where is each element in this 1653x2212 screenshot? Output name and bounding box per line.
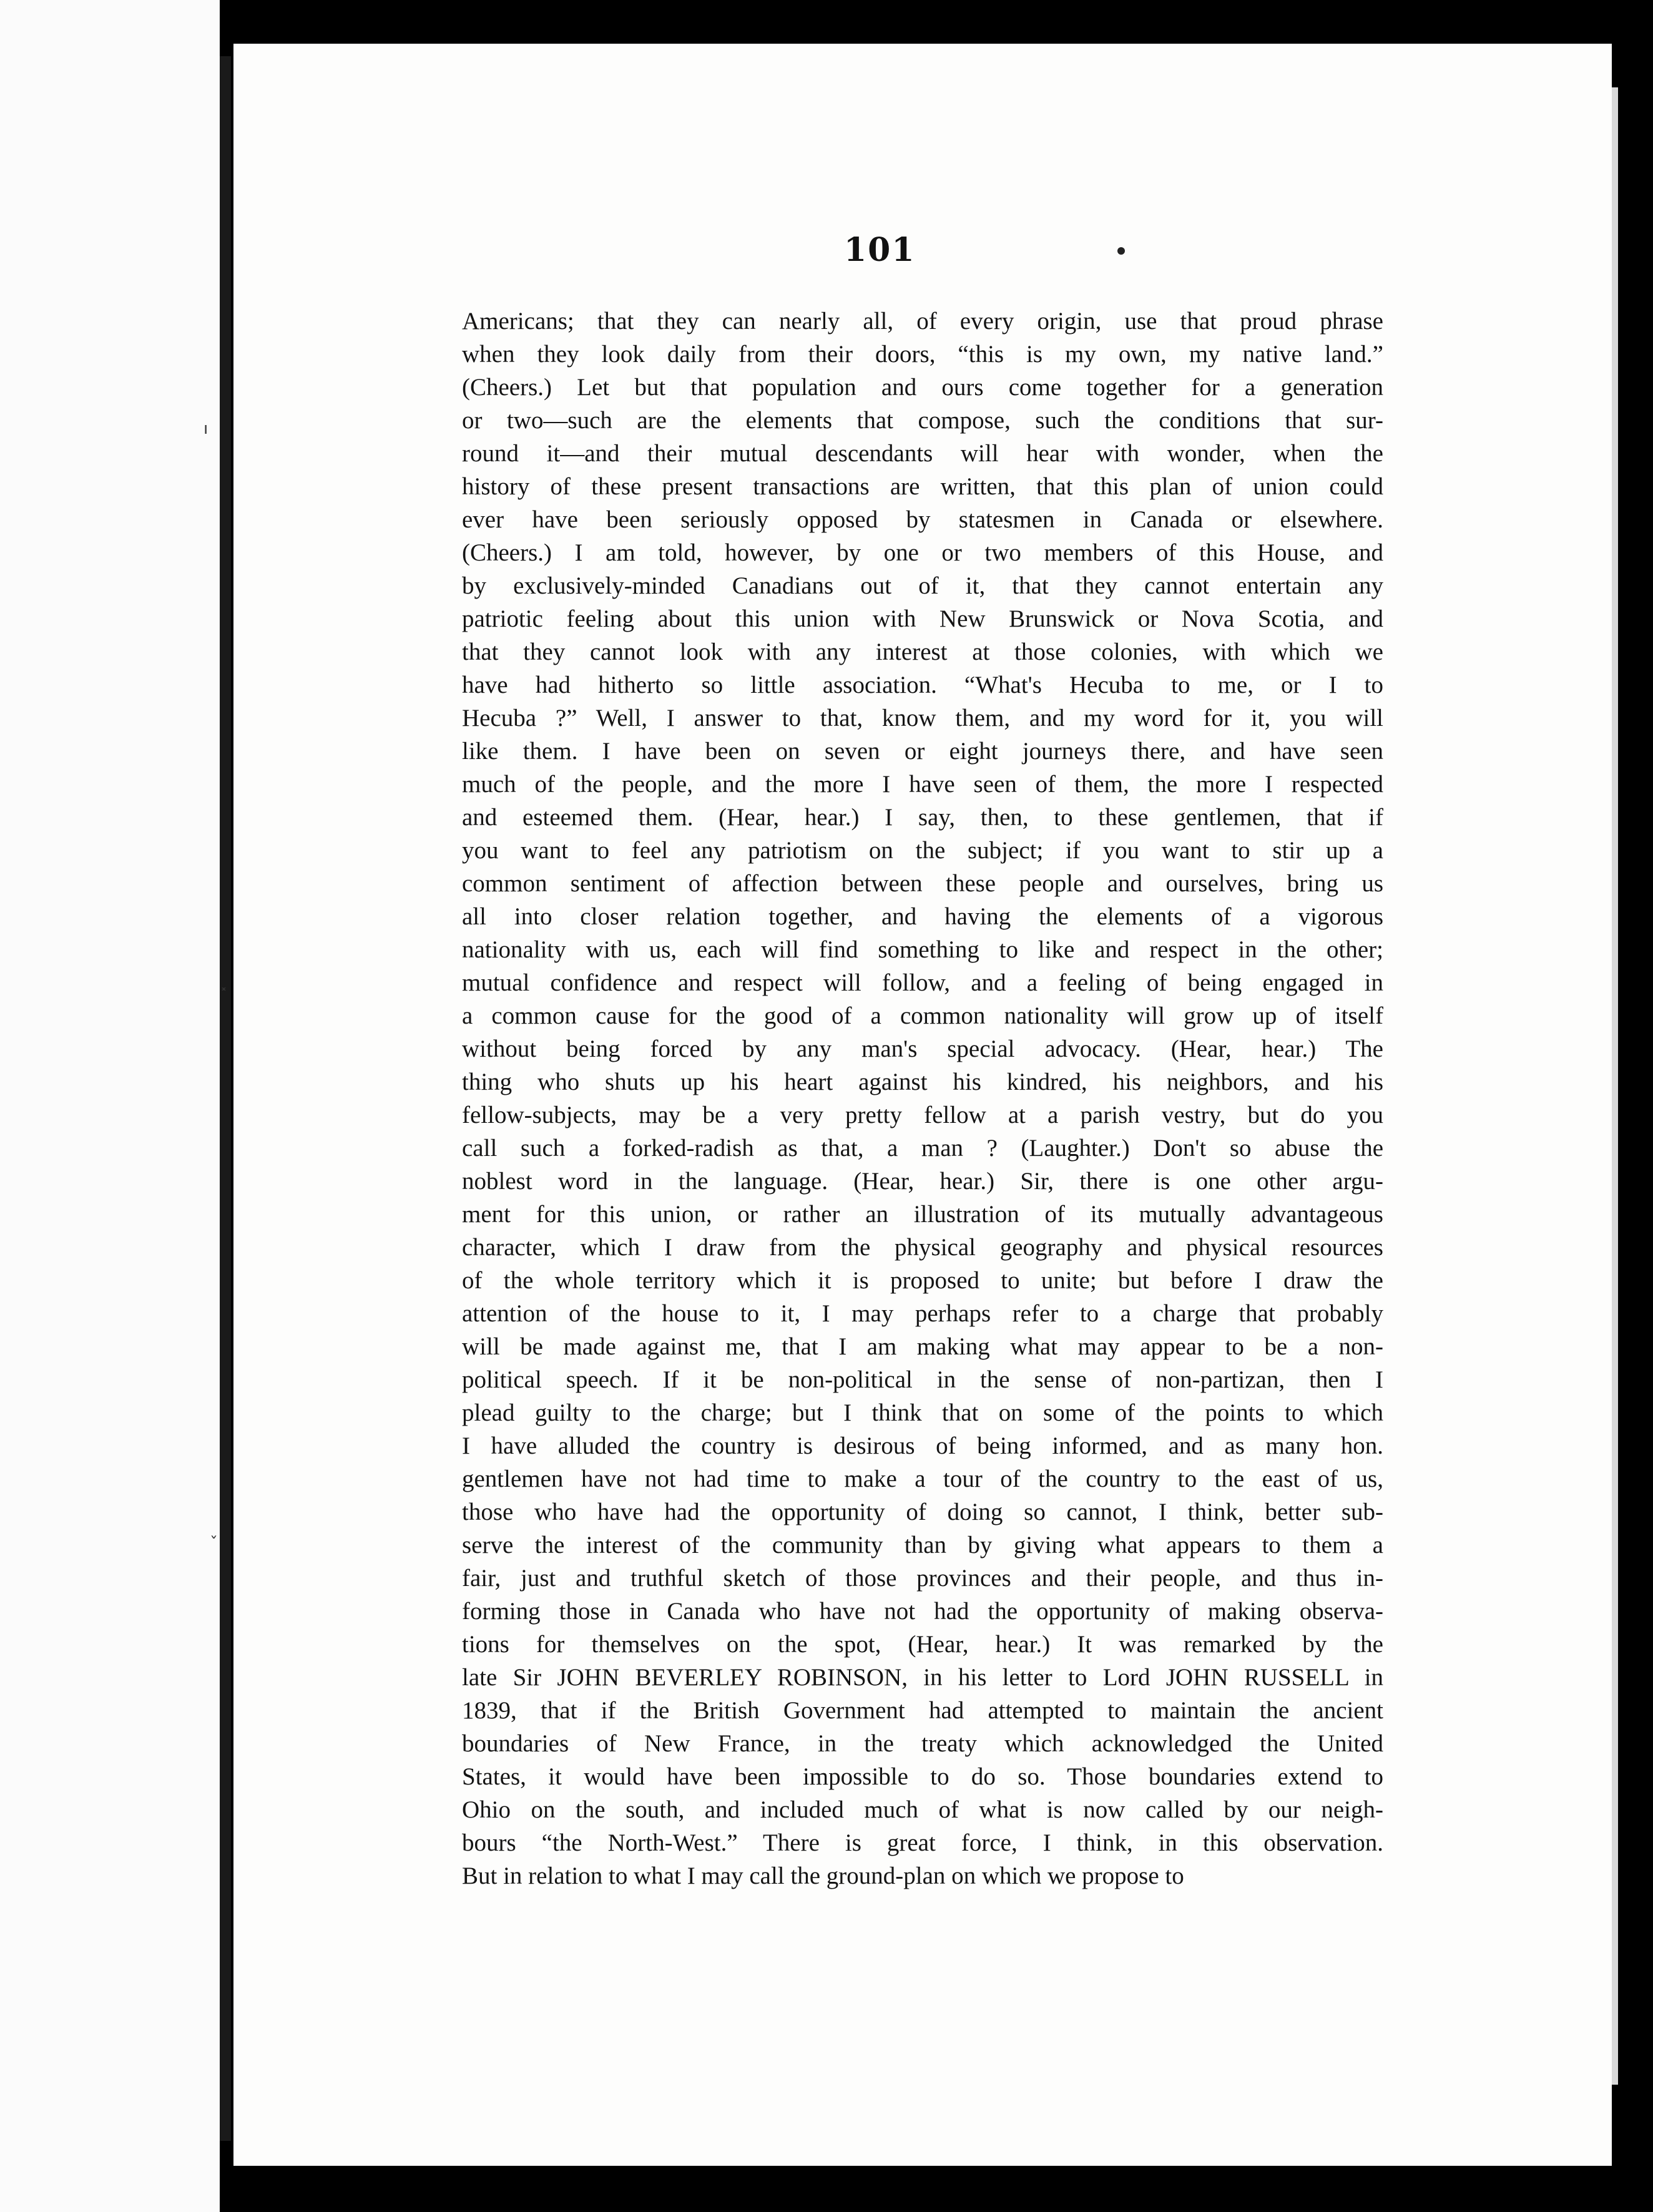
text-line: But in relation to what I may call the ground-plan on which we propose to: [462, 1862, 1184, 1889]
text-line: Hecuba ?” Well, I answer to that, know them, and my word for it, you will: [462, 705, 1383, 732]
text-line: (Cheers.) Let but that population and ours come together for a generation: [462, 374, 1383, 401]
text-line: Ohio on the south, and included much of what is now called by our neigh-: [462, 1796, 1383, 1823]
text-line: gentlemen have not had time to make a tour of the country to the east of us,: [462, 1466, 1383, 1492]
text-line: will be made against me, that I am making what may appear to be a non-: [462, 1333, 1383, 1360]
text-line: 1839, that if the British Government had attempted to maintain the ancient: [462, 1697, 1383, 1724]
text-line: character, which I draw from the physical geography and physical resources: [462, 1234, 1383, 1261]
text-line: ever have been seriously opposed by statesmen in Canada or elsewhere.: [462, 506, 1383, 533]
text-line: States, it would have been impossible to do so. Those boundaries extend to: [462, 1763, 1383, 1790]
text-line: common sentiment of affection between these people and ourselves, bring us: [462, 870, 1383, 897]
page-number-dot: [1117, 247, 1125, 255]
facing-page-edge: [0, 0, 220, 2212]
text-line: have had hitherto so little association. “What's Hecuba to me, or I to: [462, 672, 1383, 698]
text-line: and esteemed them. (Hear, hear.) I say, then, to these gentlemen, that if: [462, 804, 1383, 831]
margin-tick: ˟: [220, 986, 228, 1005]
text-line: bours “the North-West.” There is great force, I think, in this observation.: [462, 1829, 1383, 1856]
text-line: by exclusively-minded Canadians out of it, that they cannot entertain any: [462, 572, 1383, 599]
text-line: serve the interest of the community than by giving what appears to them a: [462, 1532, 1383, 1559]
text-line: plead guilty to the charge; but I think that on some of the points to which: [462, 1399, 1383, 1426]
text-line: noblest word in the language. (Hear, hear.) Sir, there is one other argu-: [462, 1168, 1383, 1195]
text-line: round it—and their mutual descendants will hear with wonder, when the: [462, 440, 1383, 467]
text-line: mutual confidence and respect will follow, and a feeling of being engaged in: [462, 969, 1383, 996]
text-line: or two—such are the elements that compose, such the conditions that sur-: [462, 407, 1383, 434]
text-line: without being forced by any man's special advocacy. (Hear, hear.) The: [462, 1035, 1383, 1062]
text-line: you want to feel any patriotism on the subject; if you want to stir up a: [462, 837, 1383, 864]
text-line: forming those in Canada who have not had the opportunity of making observa-: [462, 1598, 1383, 1625]
text-line: patriotic feeling about this union with New Brunswick or Nova Scotia, and: [462, 605, 1383, 632]
margin-tick: ˇ: [210, 1534, 218, 1553]
text-line: a common cause for the good of a common nationality will grow up of itself: [462, 1002, 1383, 1029]
text-line: boundaries of New France, in the treaty which acknowledged the United: [462, 1730, 1383, 1757]
text-line: like them. I have been on seven or eight journeys there, and have seen: [462, 738, 1383, 765]
text-line: all into closer relation together, and having the elements of a vigorous: [462, 903, 1383, 930]
text-line: those who have had the opportunity of doing so cannot, I think, better sub-: [462, 1499, 1383, 1525]
text-line: attention of the house to it, I may perhaps refer to a charge that probably: [462, 1300, 1383, 1327]
binding-gutter: [220, 56, 231, 2141]
text-line: fellow-subjects, may be a very pretty fellow at a parish vestry, but do you: [462, 1102, 1383, 1128]
text-line: when they look daily from their doors, “this is my own, my native land.”: [462, 341, 1383, 368]
text-line: call such a forked-radish as that, a man ? (Laughter.) Don't so abuse the: [462, 1135, 1383, 1162]
page-number: 101: [844, 231, 916, 269]
text-line: late Sir JOHN BEVERLEY ROBINSON, in his letter to Lord JOHN RUSSELL in: [462, 1664, 1383, 1691]
text-line: (Cheers.) I am told, however, by one or two members of this House, and: [462, 539, 1383, 566]
text-line: Americans; that they can nearly all, of every origin, use that proud phrase: [462, 308, 1383, 335]
text-line: history of these present transactions are written, that this plan of union could: [462, 473, 1383, 500]
text-line: ment for this union, or rather an illustration of its mutually advantageous: [462, 1201, 1383, 1228]
text-line: of the whole territory which it is proposed to unite; but before I draw the: [462, 1267, 1383, 1294]
body-text: [462, 305, 1383, 1892]
page-edge-shadow: [1612, 87, 1618, 2085]
text-line: fair, just and truthful sketch of those provinces and their people, and thus in-: [462, 1565, 1383, 1592]
text-line: political speech. If it be non-political in the sense of non-partizan, then I: [462, 1366, 1383, 1393]
text-line: that they cannot look with any interest at those colonies, with which we: [462, 639, 1383, 665]
text-line: I have alluded the country is desirous of being informed, and as many hon.: [462, 1432, 1383, 1459]
text-line: tions for themselves on the spot, (Hear, hear.) It was remarked by the: [462, 1631, 1383, 1658]
text-line: much of the people, and the more I have seen of them, the more I respected: [462, 771, 1383, 798]
margin-tick: ı: [204, 419, 208, 438]
text-line: nationality with us, each will find something to like and respect in the other;: [462, 936, 1383, 963]
text-line: thing who shuts up his heart against his kindred, his neighbors, and his: [462, 1069, 1383, 1095]
